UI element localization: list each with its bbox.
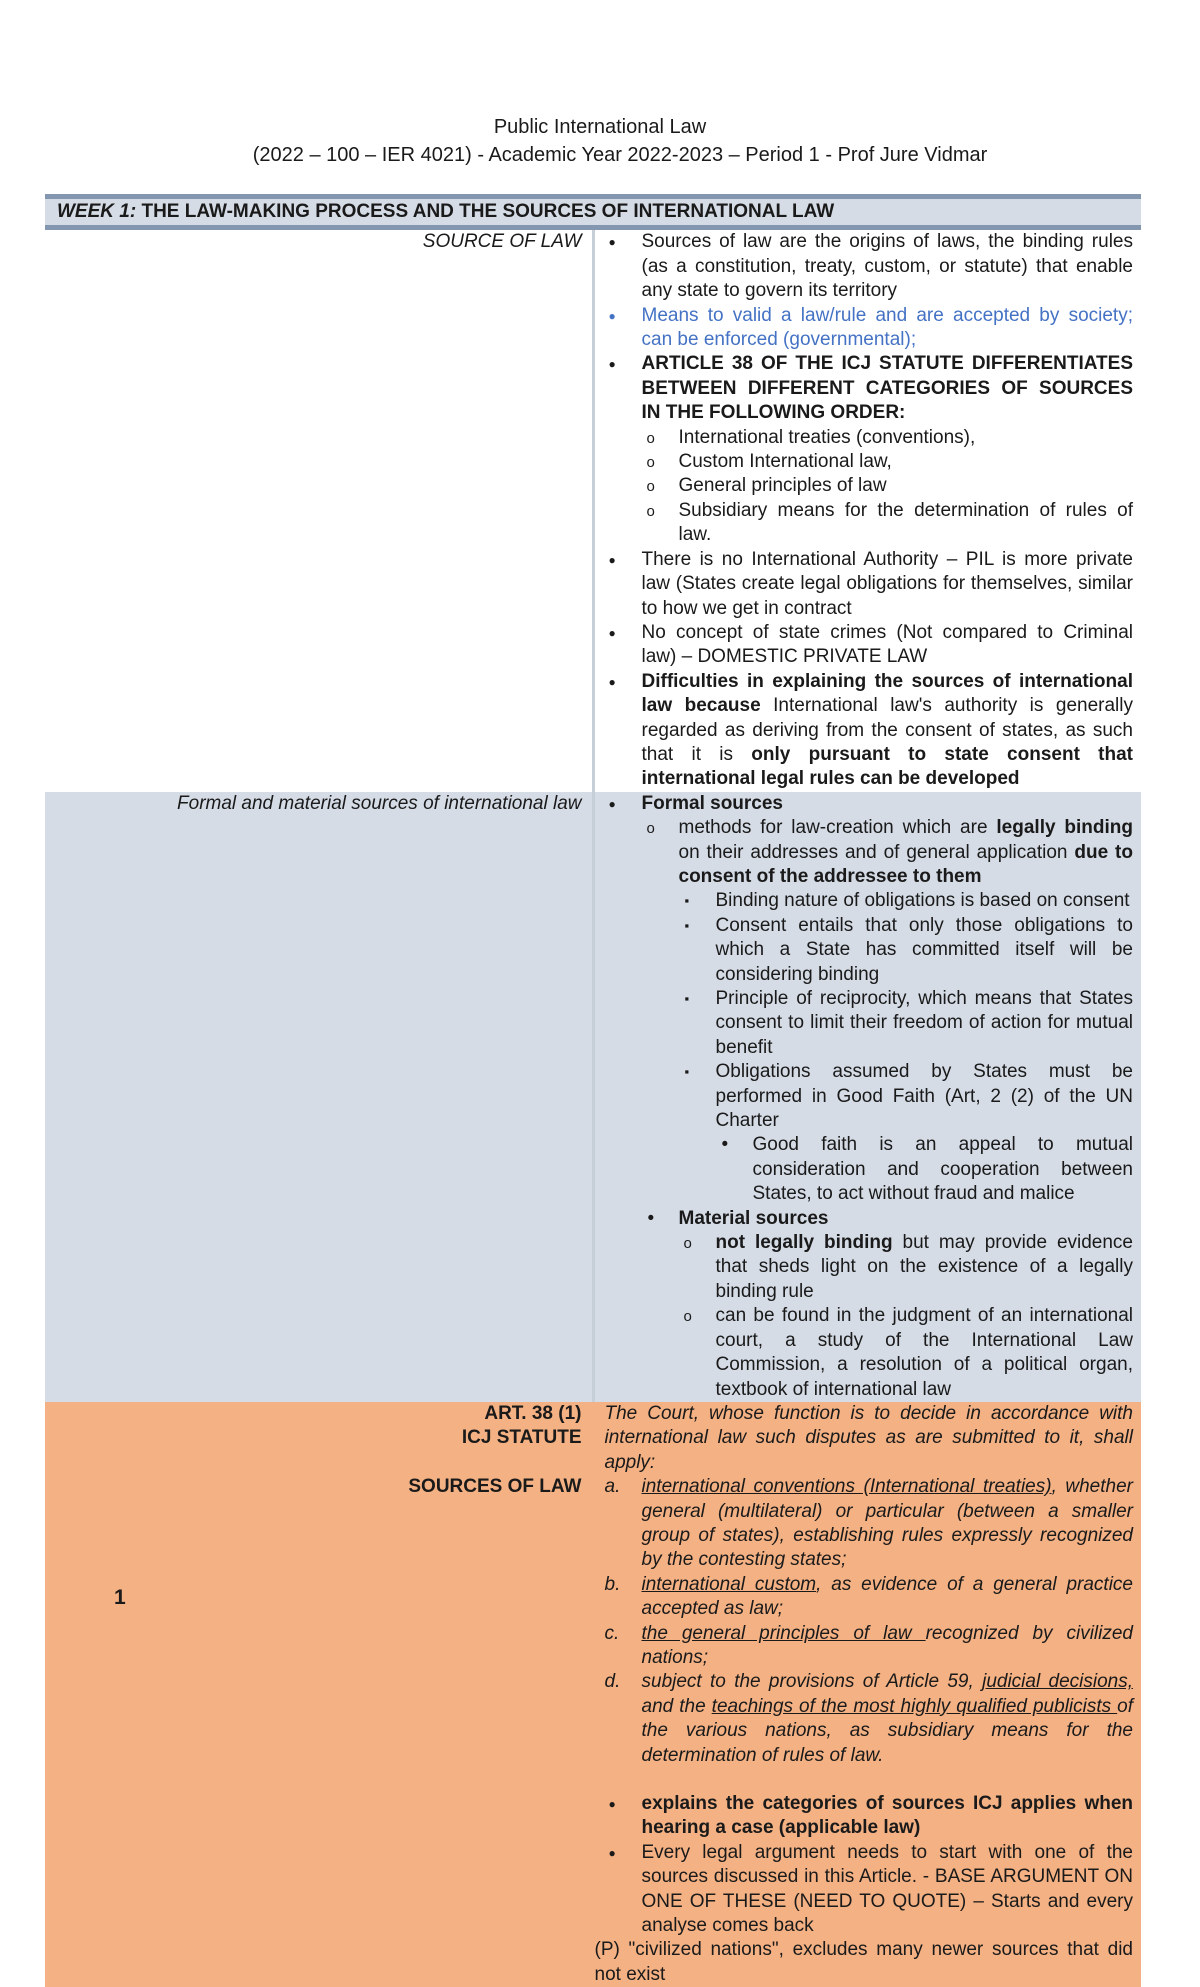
- nested-list: [716, 1133, 1134, 1206]
- text-run: on their addresses and of general application: [678, 841, 1075, 863]
- text-run: recognized by civilized nations;: [641, 1622, 1133, 1668]
- sub-list: [679, 1231, 1134, 1402]
- note-p: (P) "civilized nations", excludes many newer sources that did not exist: [594, 1939, 1133, 1985]
- list-item: o International treaties (conventions),: [642, 426, 1134, 450]
- underlined-term: the general principles of law: [641, 1622, 926, 1644]
- list-item: [679, 1060, 1134, 1206]
- bullet-list: [605, 792, 1134, 1207]
- text-run: subject to the provisions of Article 59,: [641, 1671, 983, 1693]
- list-item: [605, 670, 1134, 792]
- article-38-heading: ARTICLE 38 OF THE ICJ STATUTE DIFFERENTIATES BETWEEN DIFFERENT CATEGORIES OF SOURCES IN THE FOLLOWING ORDER:: [641, 353, 1133, 424]
- underlined-term: international conventions (International treaties): [641, 1476, 1052, 1498]
- list-item: [679, 1231, 1134, 1304]
- week-prefix: WEEK 1:: [57, 201, 137, 222]
- sub-list: [642, 426, 1134, 548]
- doc-title: Public International Law: [493, 116, 707, 138]
- list-item: ▪ Consent entails that only those obligations to which a State has committed itself will be considering binding: [679, 914, 1134, 987]
- text-run: , whether general (multilateral) or particular (between a smaller group of states), establishing rules expressly recognized by the contesting states;: [641, 1476, 1133, 1571]
- emphasis: only pursuant to state consent that international legal rules can be developed: [641, 743, 1134, 790]
- row-content-art-38: [593, 1402, 1141, 1987]
- text-run: methods for law-creation which are: [678, 817, 997, 839]
- week-header-row: [45, 197, 1141, 228]
- list-item: [605, 1573, 1134, 1622]
- list-item: ▪ Principle of reciprocity, which means that States consent to limit their freedom of action for mutual benefit: [679, 987, 1134, 1060]
- row-label-formal-material: Formal and material sources of international law: [45, 792, 593, 1402]
- text-run: Obligations assumed by States must be performed in Good Faith (Art, 2 (2) of the UN Charter: [715, 1061, 1133, 1132]
- row-art-38: [45, 1402, 1141, 1987]
- text-run: and the: [641, 1695, 712, 1717]
- list-item: [605, 352, 1134, 547]
- row-content-source-of-law: [593, 228, 1141, 792]
- row-label-source-of-law: SOURCE OF LAW: [45, 228, 593, 792]
- label-line: ICJ STATUTE: [461, 1427, 582, 1449]
- list-item: ▪ Binding nature of obligations is based on consent: [679, 889, 1134, 913]
- emphasis: not legally binding: [715, 1232, 893, 1254]
- material-list: [642, 1207, 1134, 1402]
- art-38-list: [605, 1475, 1134, 1768]
- bullet-list: [605, 230, 1134, 791]
- week-title: THE LAW-MAKING PROCESS AND THE SOURCES OF INTERNATIONAL LAW: [136, 201, 835, 222]
- label-line: SOURCES OF LAW: [408, 1475, 582, 1497]
- list-item: ● Means to valid a law/rule and are accepted by society; can be enforced (governmental);: [605, 304, 1134, 353]
- spacer: [605, 1768, 1134, 1792]
- list-item: ● Every legal argument needs to start with one of the sources discussed in this Article. - BASE ARGUMENT ON ONE OF THESE (NEED TO QUOTE) – Starts and every analyse comes back: [605, 1841, 1134, 1939]
- list-item: [642, 1207, 1134, 1402]
- text-run: of the various nations, as subsidiary means for the determination of rules of law.: [641, 1695, 1134, 1766]
- notes-table: [45, 194, 1141, 1987]
- list-item: [605, 1622, 1134, 1671]
- emphasis: legally binding: [996, 817, 1133, 839]
- list-letter: d.: [604, 1671, 621, 1693]
- sub-list: [642, 816, 1134, 1207]
- list-item: [605, 792, 1134, 1207]
- list-item: • Good faith is an appeal to mutual consideration and cooperation between States, to act without fraud and malice: [716, 1133, 1134, 1206]
- list-letter: c.: [604, 1622, 620, 1644]
- material-sources-heading: Material sources: [678, 1207, 829, 1229]
- underlined-term: judicial decisions,: [982, 1671, 1133, 1693]
- underlined-term: international custom: [641, 1573, 817, 1595]
- label-line: ART. 38 (1): [484, 1402, 582, 1424]
- row-formal-material: [45, 792, 1141, 1402]
- list-letter: b.: [604, 1573, 621, 1595]
- list-item: [605, 1670, 1134, 1768]
- list-item: o can be found in the judgment of an international court, a study of the International Law Commission, a resolution of a political organ, textbook of international law: [679, 1304, 1134, 1402]
- bullet-list: [605, 1792, 1134, 1938]
- spacer: [45, 1451, 582, 1475]
- list-item: ● explains the categories of sources ICJ applies when hearing a case (applicable law): [605, 1792, 1134, 1841]
- emphasis: Difficulties in explaining the sources of international law because: [641, 670, 1133, 717]
- row-label-art-38: [45, 1402, 593, 1987]
- list-item: o General principles of law: [642, 474, 1134, 498]
- doc-subtitle: (2022 – 100 – IER 4021) - Academic Year 2022-2023 – Period 1 - Prof Jure Vidmar: [252, 144, 988, 166]
- underlined-term: teachings of the most highly qualified publicists: [711, 1695, 1118, 1717]
- art-38-intro: The Court, whose function is to decide in accordance with international law such disputes as are submitted to it, shall apply:: [604, 1402, 1133, 1473]
- list-item: [642, 816, 1134, 1207]
- emphasis: due to consent of the addressee to them: [678, 841, 1133, 887]
- week-header: [45, 197, 1141, 228]
- row-source-of-law: [45, 228, 1141, 792]
- list-item: o Subsidiary means for the determination of rules of law.: [642, 499, 1134, 548]
- list-letter: a.: [604, 1476, 621, 1498]
- page-header: [0, 114, 1200, 168]
- list-item: ● Sources of law are the origins of laws, the binding rules (as a constitution, treaty, custom, or statute) that enable any state to govern its territory: [605, 230, 1134, 303]
- list-item: [605, 1475, 1134, 1573]
- list-item: ● There is no International Authority – PIL is more private law (States create legal obligations for themselves, similar to how we get in contract: [605, 548, 1134, 621]
- formal-sources-heading: Formal sources: [641, 792, 783, 814]
- list-item: ● No concept of state crimes (Not compared to Criminal law) – DOMESTIC PRIVATE LAW: [605, 621, 1134, 670]
- text-run: International law's authority is generally regarded as deriving from the consent of states, as such that it is: [641, 695, 1133, 765]
- row-content-formal-material: [593, 792, 1141, 1402]
- sub-sub-list: [679, 889, 1134, 1206]
- text-run: , as evidence of a general practice accepted as law;: [641, 1573, 1133, 1620]
- text-run: but may provide evidence that sheds light on the existence of a legally binding rule: [715, 1232, 1134, 1302]
- page-number: 1: [114, 1586, 126, 1609]
- list-item: o Custom International law,: [642, 450, 1134, 474]
